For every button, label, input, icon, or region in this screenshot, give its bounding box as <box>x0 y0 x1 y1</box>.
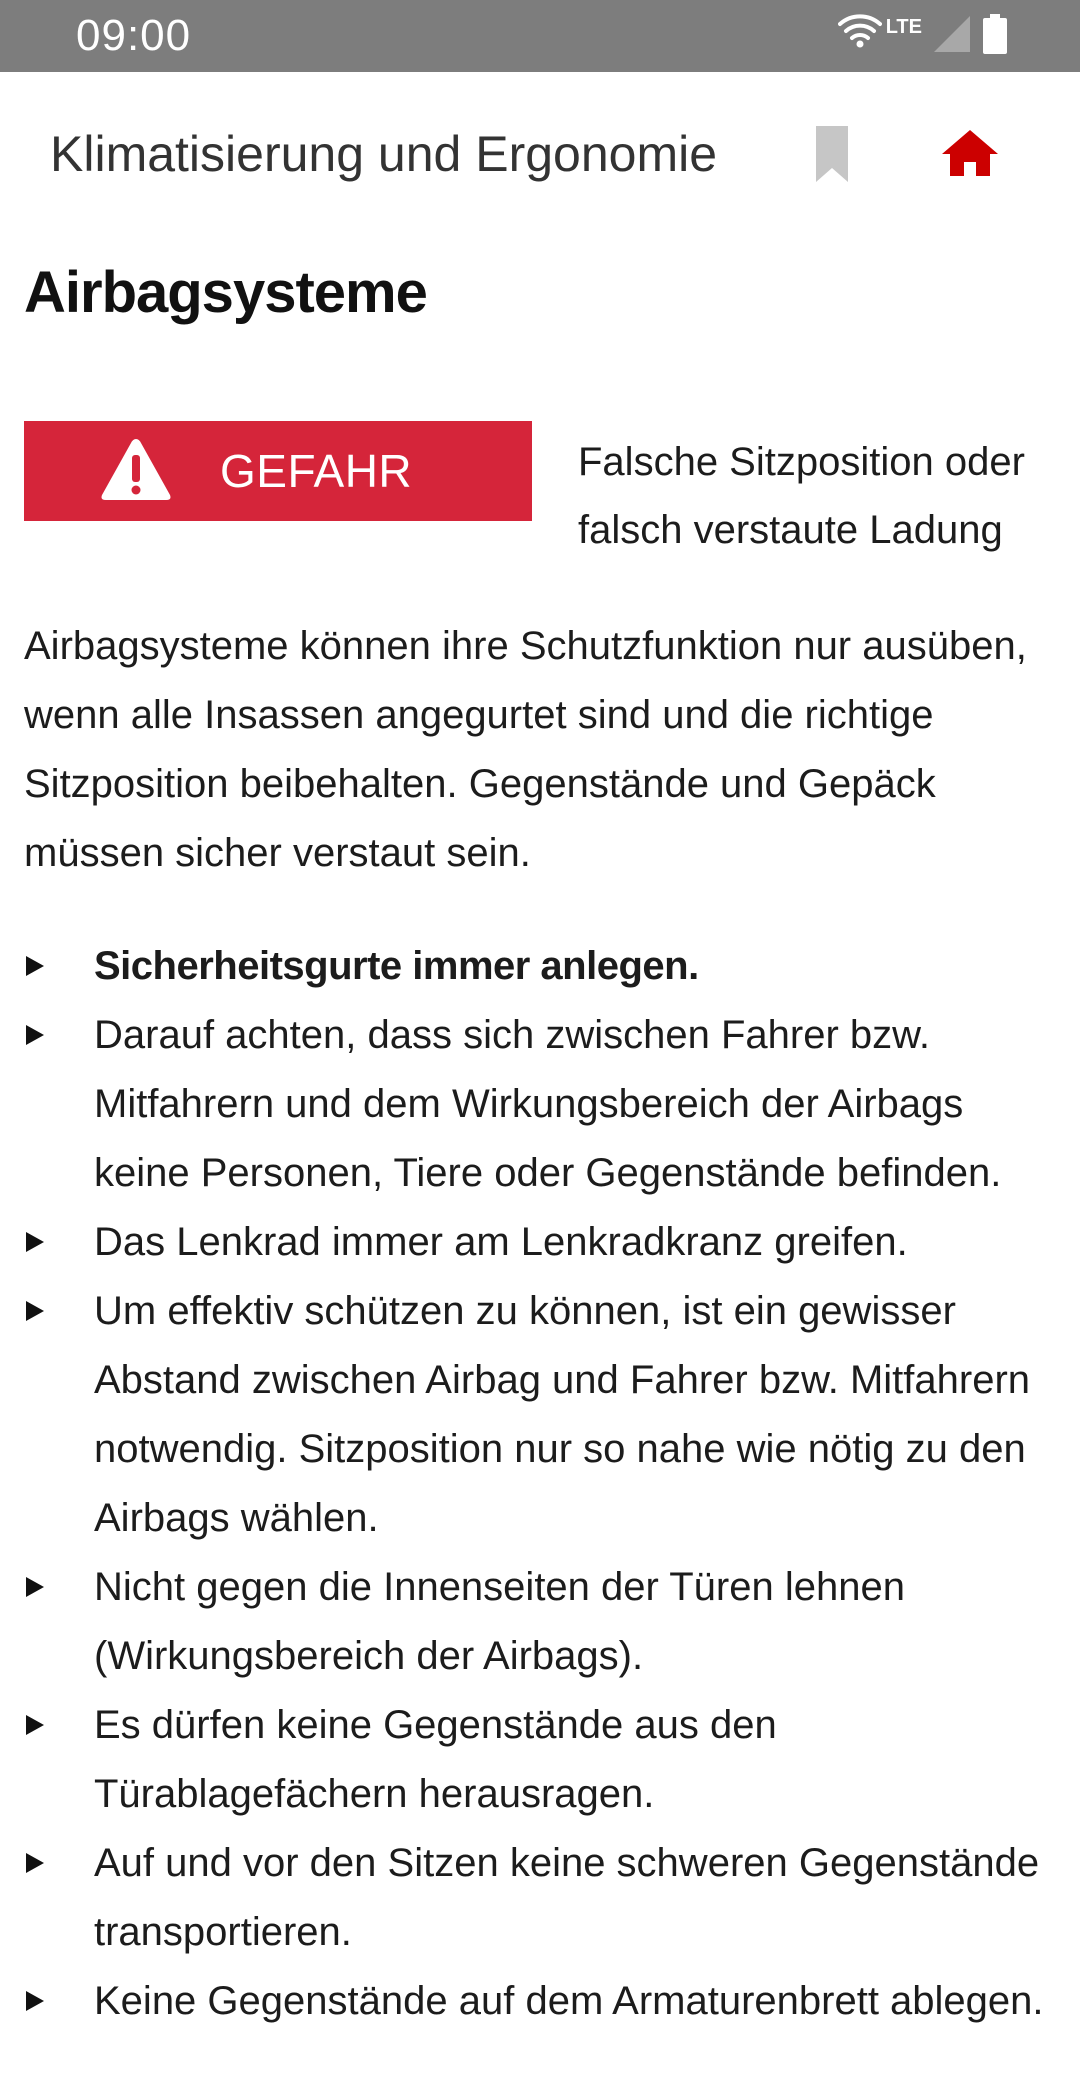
list-item <box>0 1829 1080 1967</box>
list-item <box>0 1208 1080 1277</box>
list-item-text: Nicht gegen die Innenseiten der Türen lehnen (Wirkungsbereich der Airbags). <box>94 1565 905 1678</box>
home-button[interactable] <box>940 126 1000 180</box>
list-item <box>0 1691 1080 1829</box>
home-icon <box>940 126 1000 180</box>
list-item <box>0 932 1080 1001</box>
warning-triangle-icon <box>98 435 174 503</box>
battery-icon <box>982 14 1008 54</box>
list-item <box>0 1277 1080 1553</box>
list-item-text: Sicherheitsgurte immer anlegen. <box>94 944 699 988</box>
danger-description: Falsche Sitzposition oder falsch verstaute Ladung <box>578 440 1025 552</box>
list-item-text: Darauf achten, dass sich zwischen Fahrer bzw. Mitfahrern und dem Wirkungsbereich der Airbags keine Personen, Tiere oder Gegenstände befinden. <box>94 1013 1002 1195</box>
bookmark-button[interactable] <box>812 124 852 184</box>
danger-label: GEFAHR <box>220 445 413 497</box>
list-item-text: Keine Gegenstände auf dem Armaturenbrett ablegen. <box>94 1979 1044 2023</box>
bullet-arrow-icon <box>26 1025 44 1045</box>
bullet-arrow-icon <box>26 1577 44 1597</box>
safety-instructions-list <box>0 932 1080 2036</box>
bullet-arrow-icon <box>26 1715 44 1735</box>
network-type-label: LTE <box>885 16 922 38</box>
danger-banner <box>24 421 532 521</box>
page-title: Airbagsysteme <box>24 260 427 325</box>
app-header <box>0 72 1080 242</box>
list-item <box>0 1553 1080 1691</box>
bullet-arrow-icon <box>26 1301 44 1321</box>
bullet-arrow-icon <box>26 1853 44 1873</box>
list-item-text: Um effektiv schützen zu können, ist ein gewisser Abstand zwischen Airbag und Fahrer bzw. Mitfahrern notwendig. Sitzposition nur so nahe wie nötig zu den Airbags wählen. <box>94 1289 1031 1540</box>
list-item <box>0 1967 1080 2036</box>
list-item-text: Das Lenkrad immer am Lenkradkranz greifen. <box>94 1220 908 1264</box>
status-time: 09:00 <box>76 11 192 60</box>
list-item-text: Es dürfen keine Gegenstände aus den Türablagefächern herausragen. <box>94 1703 777 1816</box>
intro-paragraph: Airbagsysteme können ihre Schutzfunktion nur ausüben, wenn alle Insassen angegurtet sind und die richtige Sitzposition beibehalten. Gegenstände und Gepäck müssen sicher verstaut sein. <box>24 624 1027 875</box>
list-item-text: Auf und vor den Sitzen keine schweren Gegenstände transportieren. <box>94 1841 1040 1954</box>
status-bar <box>0 0 1080 72</box>
wifi-icon <box>838 14 882 48</box>
status-icons <box>838 14 1008 58</box>
bookmark-icon <box>812 124 852 184</box>
bullet-arrow-icon <box>26 956 44 976</box>
list-item <box>0 1001 1080 1208</box>
signal-icon <box>932 14 972 54</box>
bullet-arrow-icon <box>26 1232 44 1252</box>
header-title: Klimatisierung und Ergonomie <box>50 126 718 182</box>
bullet-arrow-icon <box>26 1991 44 2011</box>
